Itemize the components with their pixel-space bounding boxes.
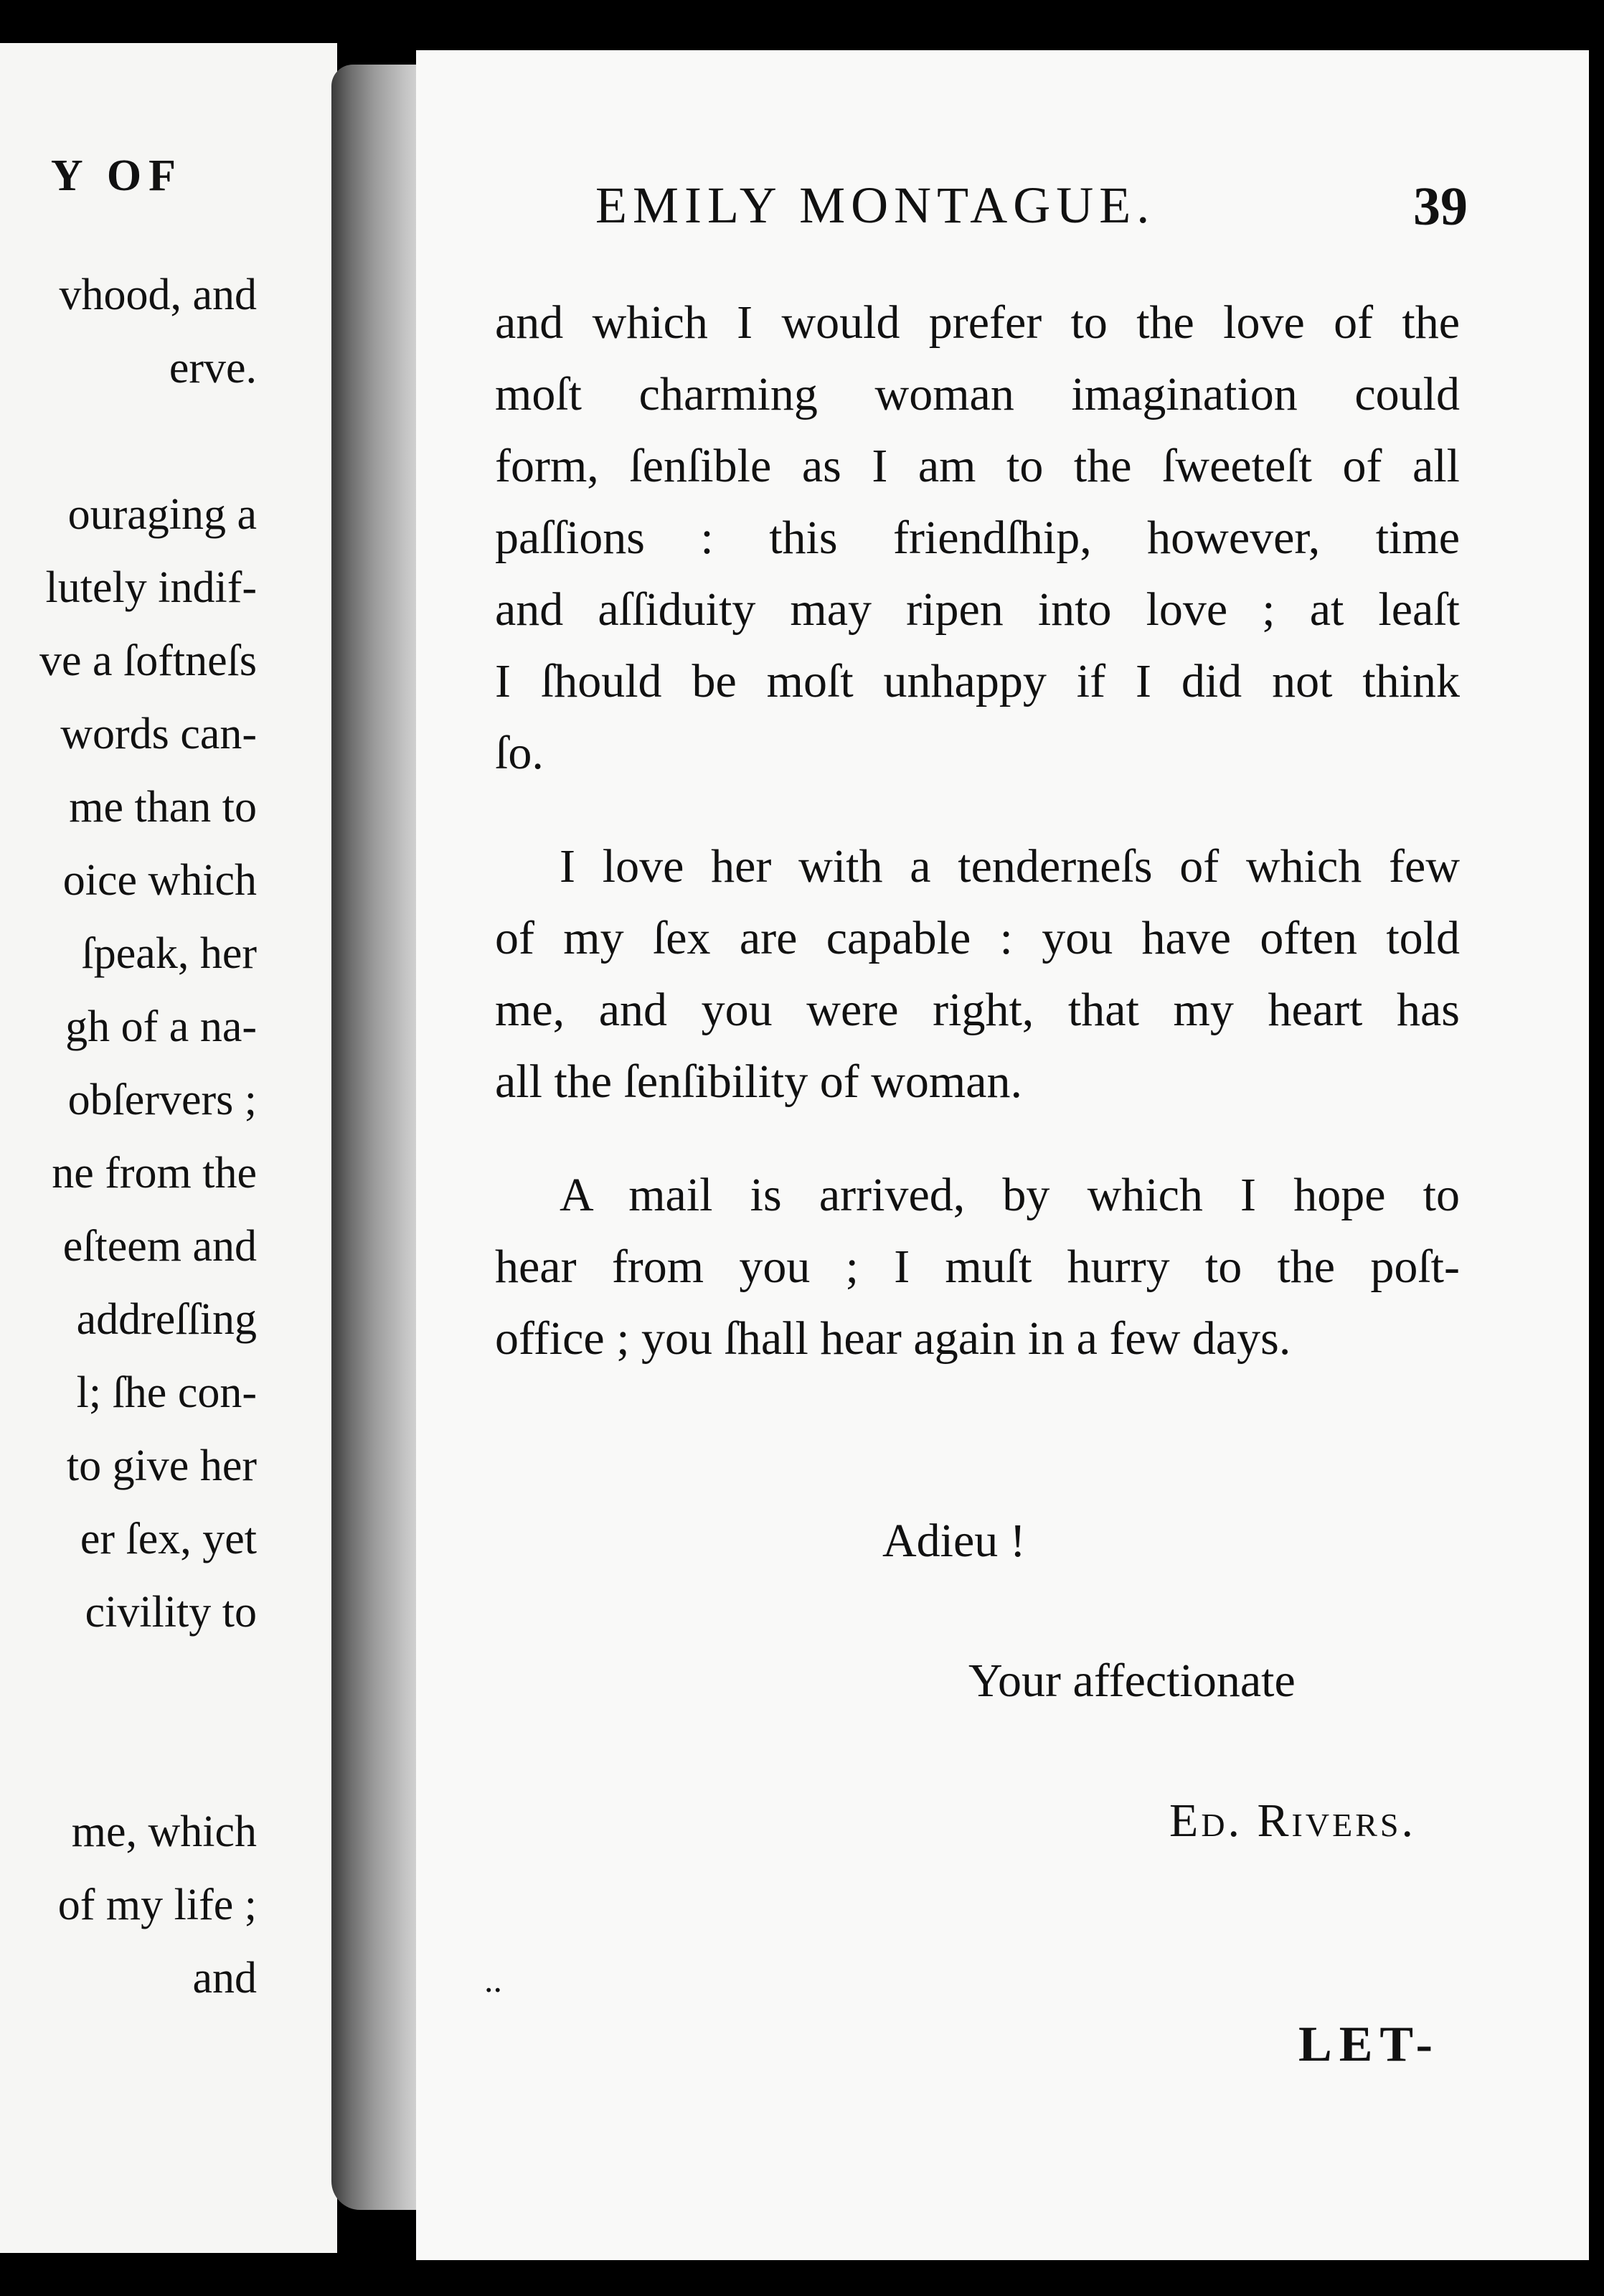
signature: Ed. Rivers.	[1169, 1794, 1416, 1847]
valediction: Adieu !	[882, 1515, 1026, 1567]
left-text-line: ſpeak, her	[81, 929, 257, 978]
text-line: I ſhould be moſt unhappy if I did not think	[495, 655, 1460, 707]
text-line: form, ſenſible as I am to the ſweeteſt of all	[495, 440, 1460, 492]
text-line: of my ſex are capable : you have often told	[495, 912, 1460, 964]
left-text-block	[0, 258, 257, 2015]
left-text-line: to give her	[66, 1441, 257, 1490]
left-text-line: addreſſing	[76, 1295, 257, 1344]
left-text-line: ve a ſoftneſs	[39, 636, 257, 685]
left-text-line: me, which	[71, 1807, 257, 1856]
left-text-line	[0, 405, 257, 478]
text-line: and aſſiduity may ripen into love ; at leaſt	[495, 583, 1460, 636]
running-head: EMILY MONTAGUE.	[595, 177, 1156, 234]
right-page	[416, 50, 1589, 2260]
signature-mark: ..	[484, 1959, 502, 2000]
left-facing-page	[0, 43, 337, 2253]
left-text-line: ne from the	[52, 1149, 257, 1198]
text-line: all the ſenſibility of woman.	[495, 1055, 1023, 1108]
text-line: hear from you ; I muſt hurry to the poſt-	[495, 1241, 1460, 1293]
left-text-line	[0, 1722, 257, 1795]
left-text-line: of my life ;	[57, 1881, 257, 1929]
left-text-line: words can-	[60, 710, 257, 758]
left-text-line: ouraging a	[67, 490, 257, 539]
text-line: paſſions : this friendſhip, however, time	[495, 512, 1460, 564]
left-text-line: eſteem and	[62, 1222, 257, 1271]
left-text-line: vhood, and	[59, 270, 257, 319]
paragraph-gap	[495, 1118, 1460, 1159]
left-text-line: l; ſhe con-	[76, 1368, 257, 1417]
text-line: office ; you ſhall hear again in a few days.	[495, 1312, 1291, 1365]
left-text-line	[0, 1649, 257, 1722]
left-text-line: and	[192, 1954, 257, 2003]
catchword: LET-	[1298, 2017, 1440, 2072]
paragraph-gap	[495, 789, 1460, 831]
text-line: moſt charming woman imagination could	[495, 368, 1460, 420]
left-text-line: erve.	[169, 344, 257, 392]
page-number: 39	[1413, 177, 1468, 237]
left-text-line: me than to	[69, 783, 257, 832]
text-line: me, and you were right, that my heart has	[495, 984, 1460, 1036]
text-line: and which I would prefer to the love of the	[495, 296, 1460, 349]
left-text-line: oice which	[62, 856, 257, 905]
left-text-line: lutely indif-	[45, 563, 257, 612]
closing-phrase: Your affectionate	[968, 1655, 1296, 1707]
left-text-line: er ſex, yet	[80, 1515, 257, 1563]
text-line: A mail is arrived, by which I hope to	[560, 1169, 1460, 1221]
text-line: ſo.	[495, 727, 544, 779]
left-text-line: civility to	[85, 1588, 257, 1637]
left-running-head: Y OF	[50, 151, 183, 200]
left-text-line: gh of a na-	[65, 1002, 257, 1051]
left-text-line: obſervers ;	[67, 1076, 257, 1124]
text-line: I love her with a tenderneſs of which few	[560, 840, 1460, 893]
letter-body	[495, 287, 1460, 1375]
